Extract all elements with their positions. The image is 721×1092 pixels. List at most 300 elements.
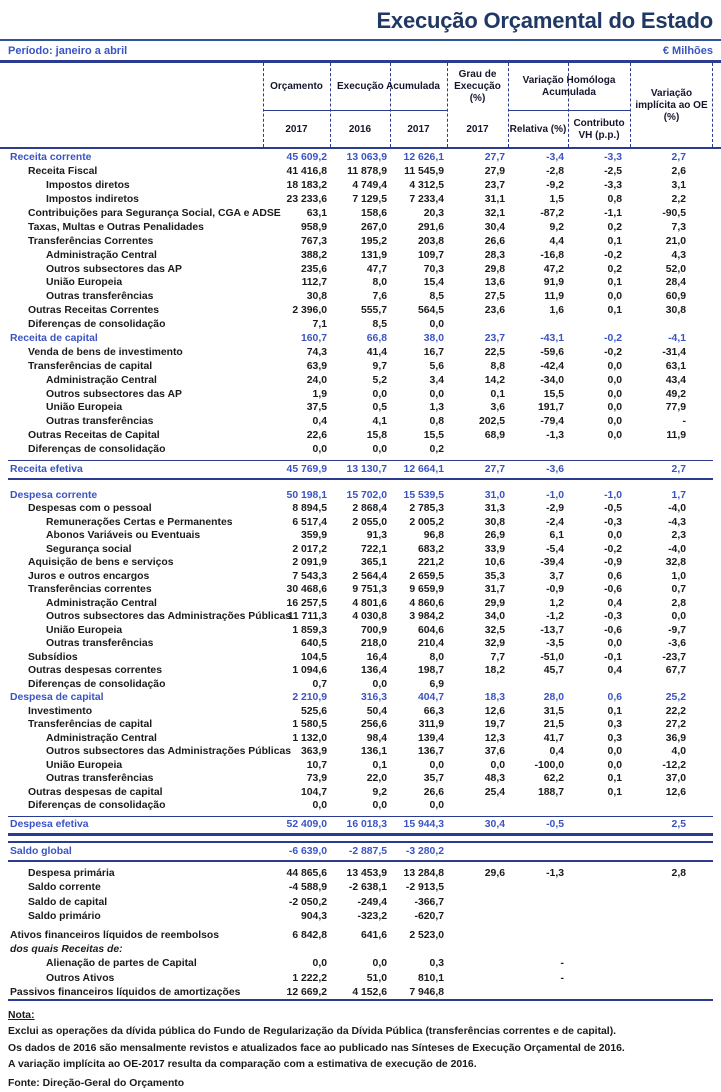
table-row bbox=[8, 489, 713, 503]
table-row bbox=[8, 759, 713, 773]
cell: 0,0 bbox=[372, 958, 387, 970]
cell: 2 210,9 bbox=[292, 692, 327, 704]
cell: 22,0 bbox=[366, 773, 387, 785]
row-label: Contribuições para Segurança Social, CGA e ADSE bbox=[28, 208, 281, 219]
cell: 96,8 bbox=[423, 530, 444, 542]
cell: -3,6 bbox=[546, 463, 564, 475]
cell: 8,0 bbox=[372, 277, 387, 289]
row-label: Impostos diretos bbox=[46, 180, 130, 192]
cell: 11 545,9 bbox=[404, 166, 444, 178]
cell: 1,9 bbox=[312, 388, 327, 400]
cell: 0,4 bbox=[607, 597, 622, 609]
source-line: Fonte: Direção-Geral do Orçamento bbox=[8, 1078, 185, 1090]
cell: 9,7 bbox=[372, 360, 387, 372]
cell: 1,6 bbox=[549, 305, 564, 317]
table-row bbox=[8, 556, 713, 570]
cell: 210,4 bbox=[417, 638, 444, 650]
cell: 525,6 bbox=[300, 705, 327, 717]
cell: 41,4 bbox=[366, 346, 387, 358]
row-label: dos quais Receitas de: bbox=[10, 944, 123, 956]
cell: 1 222,2 bbox=[292, 972, 327, 984]
cell: 16 257,5 bbox=[286, 597, 327, 609]
cell: 4 312,5 bbox=[409, 180, 444, 192]
cell: 12 669,2 bbox=[286, 986, 327, 998]
row-label: Transferências Correntes bbox=[28, 235, 154, 247]
cell: -2,4 bbox=[546, 516, 564, 528]
row-label: Outras despesas de capital bbox=[28, 786, 163, 798]
cell: 29,6 bbox=[484, 868, 505, 880]
table-row bbox=[8, 304, 713, 318]
cell: -0,2 bbox=[604, 249, 622, 261]
row-label: Diferenças de consolidação bbox=[28, 800, 166, 812]
cell: 22,6 bbox=[306, 430, 327, 442]
cell: 0,5 bbox=[372, 402, 387, 414]
cell: -39,4 bbox=[540, 557, 564, 569]
cell: 904,3 bbox=[300, 910, 327, 922]
cell: 62,2 bbox=[543, 773, 564, 785]
cell: 51,0 bbox=[366, 972, 387, 984]
col-header-grau-year: 2017 bbox=[466, 123, 489, 135]
cell: 0,1 bbox=[607, 786, 622, 798]
cell: 7,3 bbox=[671, 221, 686, 233]
cell: 1 132,0 bbox=[292, 732, 327, 744]
cell: 63,1 bbox=[665, 360, 686, 372]
cell: 7,6 bbox=[372, 291, 387, 303]
row-label: União Europeia bbox=[46, 624, 123, 636]
cell: -31,4 bbox=[662, 346, 686, 358]
cell: -3,6 bbox=[668, 638, 686, 650]
cell: -0,2 bbox=[604, 333, 622, 345]
cell: 0,2 bbox=[607, 221, 622, 233]
table-row bbox=[8, 318, 713, 332]
table-row bbox=[8, 691, 713, 705]
table-row bbox=[8, 624, 713, 638]
cell: 37,0 bbox=[665, 773, 686, 785]
row-label: Passivos financeiros líquidos de amortizações bbox=[10, 986, 241, 998]
table-row bbox=[8, 745, 713, 759]
cell: -6 639,0 bbox=[288, 845, 327, 857]
page-title: Execução Orçamental do Estado bbox=[376, 8, 713, 33]
table-row bbox=[8, 373, 713, 387]
cell: 68,9 bbox=[484, 430, 505, 442]
row-label: Despesa de capital bbox=[10, 692, 104, 704]
table-row bbox=[8, 290, 713, 304]
cell: 24,0 bbox=[306, 374, 327, 386]
cell: 0,3 bbox=[429, 958, 444, 970]
cell: 104,7 bbox=[300, 786, 327, 798]
cell: 45,7 bbox=[543, 665, 564, 677]
cell: 112,7 bbox=[301, 277, 327, 289]
cell: 555,7 bbox=[360, 305, 387, 317]
cell: 0,0 bbox=[607, 430, 622, 442]
cell: 0,0 bbox=[607, 374, 622, 386]
cell: 41 416,8 bbox=[286, 166, 327, 178]
col-header-execucao-acumulada: Execução Acumulada bbox=[336, 80, 440, 92]
row-label: União Europeia bbox=[46, 759, 123, 771]
cell: -0,5 bbox=[546, 819, 564, 831]
cell: 2,5 bbox=[671, 819, 686, 831]
cell: 3,7 bbox=[549, 570, 564, 582]
table-row bbox=[8, 786, 713, 800]
cell: 0,0 bbox=[429, 800, 444, 812]
cell: 13 130,7 bbox=[346, 463, 387, 475]
cell: 11 878,9 bbox=[347, 166, 387, 178]
cell: 8,8 bbox=[490, 360, 505, 372]
col-header-exec-2017: 2017 bbox=[407, 123, 430, 135]
row-label: União Europeia bbox=[46, 277, 123, 289]
cell: 4 749,4 bbox=[352, 180, 387, 192]
table-row bbox=[8, 276, 713, 290]
row-label: Diferenças de consolidação bbox=[28, 444, 166, 456]
cell: 50 198,1 bbox=[286, 489, 327, 501]
cell: 32,8 bbox=[665, 557, 686, 569]
note-line: Os dados de 2016 são mensalmente revistos e atualizados face ao publicado nas Sínteses de Execução Orçamental de 2016. bbox=[8, 1042, 625, 1054]
cell: 4 801,6 bbox=[352, 597, 387, 609]
table-row bbox=[8, 928, 713, 942]
cell: 15,8 bbox=[366, 430, 387, 442]
cell: 12 664,1 bbox=[403, 463, 444, 475]
cell: 109,7 bbox=[417, 249, 444, 261]
cell: 4 030,8 bbox=[352, 611, 387, 623]
cell: 47,2 bbox=[543, 263, 564, 275]
row-label: Diferenças de consolidação bbox=[28, 319, 166, 331]
cell: 66,8 bbox=[366, 333, 387, 345]
cell: 26,9 bbox=[484, 530, 505, 542]
row-label: Outros Ativos bbox=[46, 972, 115, 984]
cell: 30,8 bbox=[484, 516, 505, 528]
table-row bbox=[8, 957, 713, 971]
cell: -0,6 bbox=[604, 624, 622, 636]
col-header-variacao-implicita: Variação implícita ao OE (%) bbox=[635, 88, 708, 123]
cell: 16,4 bbox=[366, 651, 387, 663]
cell: -249,4 bbox=[357, 896, 387, 908]
cell: 218,0 bbox=[360, 638, 387, 650]
cell: - bbox=[560, 972, 564, 984]
row-label: Segurança social bbox=[46, 543, 132, 555]
row-label: Administração Central bbox=[46, 732, 157, 744]
cell: 0,0 bbox=[312, 958, 327, 970]
cell: 11,9 bbox=[666, 430, 686, 442]
cell: 26,6 bbox=[484, 235, 505, 247]
cell: 2,8 bbox=[671, 868, 686, 880]
table-row bbox=[8, 985, 713, 999]
cell: -90,5 bbox=[662, 208, 686, 219]
cell: 28,4 bbox=[665, 277, 686, 289]
cell: 37,6 bbox=[484, 746, 505, 758]
cell: -87,2 bbox=[540, 208, 564, 219]
cell: 13 284,8 bbox=[403, 868, 444, 880]
cell: 0,1 bbox=[607, 705, 622, 717]
cell: 23,7 bbox=[484, 333, 505, 345]
cell: 2,3 bbox=[671, 530, 686, 542]
cell: 564,5 bbox=[417, 305, 444, 317]
period-label: Período: janeiro a abril bbox=[8, 45, 128, 57]
cell: - bbox=[560, 958, 564, 970]
cell: 4,1 bbox=[372, 416, 387, 428]
cell: 0,6 bbox=[607, 692, 622, 704]
row-label: Outros subsectores das AP bbox=[46, 263, 182, 275]
table-row bbox=[8, 151, 713, 165]
table-row bbox=[8, 943, 713, 957]
cell: 0,0 bbox=[312, 444, 327, 456]
table-body bbox=[0, 151, 721, 999]
table-row bbox=[8, 529, 713, 543]
cell: 0,1 bbox=[372, 759, 387, 771]
cell: 27,7 bbox=[484, 152, 505, 164]
cell: 6 842,8 bbox=[292, 929, 327, 941]
cell: 2 005,2 bbox=[409, 516, 444, 528]
row-label: Despesas com o pessoal bbox=[28, 503, 152, 515]
row-label: Investimento bbox=[28, 705, 93, 717]
table-row bbox=[8, 841, 713, 862]
cell: 31,3 bbox=[484, 503, 505, 515]
cell: -34,0 bbox=[540, 374, 564, 386]
cell: -3 280,2 bbox=[405, 845, 444, 857]
cell: 136,7 bbox=[417, 746, 444, 758]
cell: -1,0 bbox=[546, 489, 564, 501]
cell: -2 638,1 bbox=[348, 882, 387, 894]
cell: 23,7 bbox=[484, 180, 505, 192]
table-row bbox=[8, 651, 713, 665]
cell: 77,9 bbox=[665, 402, 686, 414]
col-header-variacao-homologa: Variação Homóloga Acumulada bbox=[522, 74, 616, 98]
cell: 12,6 bbox=[665, 786, 686, 798]
cell: 2,7 bbox=[671, 463, 686, 475]
cell: 9,2 bbox=[549, 221, 564, 233]
cell: 31,7 bbox=[484, 584, 505, 596]
cell: 235,6 bbox=[300, 263, 327, 275]
cell: 388,2 bbox=[300, 249, 327, 261]
table-row bbox=[8, 332, 713, 346]
cell: 18,3 bbox=[484, 692, 505, 704]
cell: -1,2 bbox=[546, 611, 564, 623]
cell: 4,0 bbox=[671, 746, 686, 758]
table-row bbox=[8, 705, 713, 719]
cell: 48,3 bbox=[484, 773, 505, 785]
cell: 15 539,5 bbox=[403, 489, 444, 501]
cell: 10,6 bbox=[484, 557, 505, 569]
cell: 25,2 bbox=[665, 692, 686, 704]
cell: -43,1 bbox=[540, 333, 564, 345]
cell: 4,3 bbox=[671, 249, 686, 261]
cell: 15,4 bbox=[423, 277, 444, 289]
table-row bbox=[8, 179, 713, 193]
row-label: Despesa primária bbox=[28, 868, 115, 880]
cell: 256,6 bbox=[360, 719, 387, 731]
cell: 19,7 bbox=[484, 719, 505, 731]
table-row bbox=[8, 570, 713, 584]
row-label: Transferências de capital bbox=[28, 360, 153, 372]
cell: 9 659,9 bbox=[409, 584, 444, 596]
cell: 47,7 bbox=[366, 263, 387, 275]
col-header-relativa: Relativa (%) bbox=[509, 123, 567, 135]
cell: 30 468,6 bbox=[286, 584, 327, 596]
table-row bbox=[8, 881, 713, 895]
cell: 365,1 bbox=[360, 557, 387, 569]
col-header-orcamento: Orçamento bbox=[270, 80, 323, 92]
cell: 2,8 bbox=[671, 597, 686, 609]
cell: 23,6 bbox=[484, 305, 505, 317]
table-row bbox=[8, 220, 713, 234]
row-label: Diferenças de consolidação bbox=[28, 678, 166, 690]
cell: 0,0 bbox=[312, 800, 327, 812]
cell: 683,2 bbox=[417, 543, 444, 555]
cell: -0,9 bbox=[604, 557, 622, 569]
cell: 0,2 bbox=[607, 263, 622, 275]
cell: 641,6 bbox=[360, 929, 387, 941]
cell: 2,6 bbox=[671, 166, 686, 178]
cell: 30,4 bbox=[484, 221, 505, 233]
cell: 26,6 bbox=[423, 786, 444, 798]
cell: -1,0 bbox=[604, 489, 622, 501]
cell: -4,0 bbox=[668, 543, 686, 555]
table-row bbox=[8, 443, 713, 457]
cell: 198,7 bbox=[417, 665, 444, 677]
cell: 12,3 bbox=[484, 732, 505, 744]
row-label: Administração Central bbox=[46, 597, 157, 609]
cell: 6,9 bbox=[429, 678, 444, 690]
cell: 958,9 bbox=[300, 221, 327, 233]
cell: 311,9 bbox=[418, 719, 444, 731]
column-separator bbox=[712, 63, 713, 147]
row-label: Transferências correntes bbox=[28, 584, 152, 596]
cell: -1,1 bbox=[604, 208, 622, 219]
cell: 18 183,2 bbox=[286, 180, 327, 192]
row-label: Impostos indiretos bbox=[46, 194, 139, 206]
row-label: Transferências de capital bbox=[28, 719, 153, 731]
cell: -9,7 bbox=[668, 624, 686, 636]
cell: 1 580,5 bbox=[292, 719, 327, 731]
cell: 34,0 bbox=[484, 611, 505, 623]
cell: 98,4 bbox=[366, 732, 387, 744]
cell: 11,9 bbox=[544, 291, 564, 303]
row-label: Despesa efetiva bbox=[10, 819, 89, 831]
cell: 7,1 bbox=[312, 319, 327, 331]
cell: 0,0 bbox=[372, 678, 387, 690]
cell: 0,4 bbox=[549, 746, 564, 758]
cell: 767,3 bbox=[300, 235, 327, 247]
table-row bbox=[8, 429, 713, 443]
note-lines bbox=[8, 1026, 713, 1071]
cell: 28,3 bbox=[484, 249, 505, 261]
table-row bbox=[8, 799, 713, 813]
cell: 139,4 bbox=[417, 732, 444, 744]
cell: 700,9 bbox=[360, 624, 387, 636]
cell: 70,3 bbox=[423, 263, 444, 275]
cell: 0,0 bbox=[372, 800, 387, 812]
cell: 29,8 bbox=[484, 263, 505, 275]
cell: 158,6 bbox=[360, 208, 387, 219]
cell: 2 091,9 bbox=[292, 557, 327, 569]
table-row bbox=[8, 193, 713, 207]
cell: 52 409,0 bbox=[286, 819, 327, 831]
cell: 1,5 bbox=[549, 194, 564, 206]
cell: -366,7 bbox=[414, 896, 444, 908]
table-row bbox=[8, 543, 713, 557]
table-row bbox=[8, 502, 713, 516]
table-row bbox=[8, 359, 713, 373]
cell: 0,0 bbox=[372, 444, 387, 456]
cell: -3,4 bbox=[546, 152, 564, 164]
cell: 0,4 bbox=[312, 416, 327, 428]
cell: 2,7 bbox=[671, 152, 686, 164]
cell: 16 018,3 bbox=[346, 819, 387, 831]
cell: 359,9 bbox=[300, 530, 327, 542]
cell: 63,9 bbox=[306, 360, 327, 372]
cell: 44 865,6 bbox=[286, 868, 327, 880]
cell: 32,1 bbox=[484, 208, 505, 219]
cell: 2 659,5 bbox=[409, 570, 444, 582]
cell: 0,0 bbox=[429, 759, 444, 771]
cell: 4 152,6 bbox=[352, 986, 387, 998]
col-header-contributo: Contributo VH (p.p.) bbox=[573, 117, 625, 141]
notes-heading: Nota: bbox=[8, 1010, 35, 1022]
cell: 0,7 bbox=[671, 584, 686, 596]
cell: -323,2 bbox=[357, 910, 387, 922]
cell: 38,0 bbox=[423, 333, 444, 345]
table-row bbox=[8, 583, 713, 597]
cell: 8,0 bbox=[429, 651, 444, 663]
cell: 49,2 bbox=[665, 388, 686, 400]
row-label: Saldo corrente bbox=[28, 882, 101, 894]
row-label: Outros subsectores das AP bbox=[46, 388, 182, 400]
cell: 0,0 bbox=[607, 402, 622, 414]
table-row bbox=[8, 415, 713, 429]
cell: 22,5 bbox=[484, 346, 505, 358]
cell: -1,3 bbox=[546, 430, 564, 442]
table-row bbox=[8, 895, 713, 909]
cell: 0,6 bbox=[607, 570, 622, 582]
cell: 63,1 bbox=[306, 208, 327, 219]
row-label: Taxas, Multas e Outras Penalidades bbox=[28, 221, 204, 233]
row-label: Outras transferências bbox=[46, 638, 154, 650]
row-label: Venda de bens de investimento bbox=[28, 346, 183, 358]
cell: 2 868,4 bbox=[352, 503, 387, 515]
cell: 16,7 bbox=[423, 346, 444, 358]
table-row bbox=[8, 165, 713, 179]
row-label: Saldo global bbox=[10, 845, 72, 857]
cell: 1,7 bbox=[671, 489, 686, 501]
row-label: Outras transferências bbox=[46, 773, 154, 785]
table-row bbox=[8, 678, 713, 692]
cell: 18,2 bbox=[484, 665, 505, 677]
table-row bbox=[8, 772, 713, 786]
cell: 73,9 bbox=[306, 773, 327, 785]
cell: -3,5 bbox=[546, 638, 564, 650]
cell: -100,0 bbox=[534, 759, 564, 771]
cell: 13 453,9 bbox=[346, 868, 387, 880]
cell: 188,7 bbox=[537, 786, 564, 798]
row-label: Juros e outros encargos bbox=[28, 570, 150, 582]
cell: 36,9 bbox=[665, 732, 686, 744]
table-row bbox=[8, 207, 713, 221]
cell: 74,3 bbox=[306, 346, 327, 358]
row-label: Receita de capital bbox=[10, 333, 98, 345]
table-header bbox=[0, 63, 721, 149]
cell: 0,8 bbox=[607, 194, 622, 206]
col-header-exec-2016: 2016 bbox=[348, 123, 372, 135]
cell: 15,5 bbox=[423, 430, 444, 442]
row-label: União Europeia bbox=[46, 402, 123, 414]
cell: 91,9 bbox=[543, 277, 564, 289]
cell: 291,6 bbox=[417, 221, 444, 233]
cell: 12 626,1 bbox=[403, 152, 444, 164]
note-line: Exclui as operações da dívida pública do Fundo de Regularização da Dívida Pública (transferências correntes e de capital). bbox=[8, 1026, 617, 1038]
cell: -5,4 bbox=[546, 543, 564, 555]
cell: 0,0 bbox=[372, 388, 387, 400]
cell: 30,8 bbox=[306, 291, 327, 303]
cell: 1,3 bbox=[429, 402, 444, 414]
